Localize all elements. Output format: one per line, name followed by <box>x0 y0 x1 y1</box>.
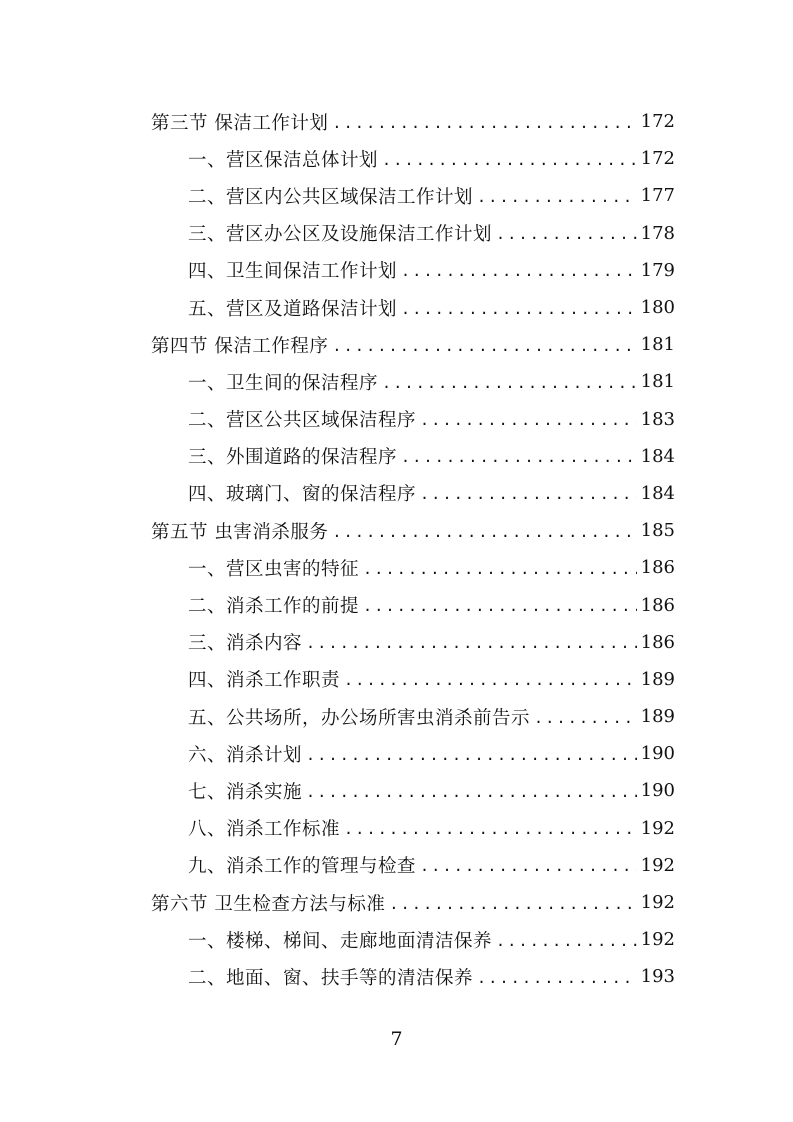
toc-dot-leader <box>332 523 636 541</box>
toc-dot-leader <box>344 671 637 689</box>
toc-entry-page-number: 186 <box>640 594 675 616</box>
toc-entry-title: 五、公共场所，办公场所害虫消杀前告示 <box>188 707 531 729</box>
toc-dot-leader <box>306 634 637 652</box>
toc-dot-leader <box>363 560 637 578</box>
toc-dot-leader <box>389 895 636 913</box>
toc-subsection-entry[interactable] <box>151 215 675 252</box>
toc-entry-title: 二、营区公共区域保洁程序 <box>188 410 417 432</box>
toc-dot-leader <box>496 932 637 950</box>
toc-entry-title: 一、卫生间的保洁程序 <box>188 372 379 394</box>
toc-entry-title: 五、营区及道路保洁计划 <box>188 298 398 320</box>
table-of-contents <box>151 103 675 996</box>
toc-dot-leader <box>382 151 637 169</box>
toc-entry-title: 二、营区内公共区域保洁工作计划 <box>188 186 474 208</box>
toc-dot-leader <box>401 262 637 280</box>
toc-subsection-entry[interactable] <box>151 958 675 995</box>
toc-entry-page-number: 186 <box>640 557 675 579</box>
toc-dot-leader <box>496 225 637 243</box>
toc-entry-page-number: 192 <box>640 892 675 914</box>
toc-entry-title: 八、消杀工作标准 <box>188 819 341 841</box>
toc-entry-page-number: 193 <box>640 966 675 988</box>
toc-entry-page-number: 190 <box>640 743 675 765</box>
toc-entry-title: 二、消杀工作的前提 <box>188 596 360 618</box>
toc-entry-page-number: 192 <box>640 854 675 876</box>
toc-entry-page-number: 172 <box>640 148 675 170</box>
toc-section-entry[interactable] <box>151 103 675 140</box>
toc-dot-leader <box>401 300 637 318</box>
toc-dot-leader <box>332 337 636 355</box>
toc-entry-page-number: 172 <box>640 111 675 133</box>
toc-dot-leader <box>534 709 637 727</box>
toc-section-entry[interactable] <box>151 512 675 549</box>
toc-subsection-entry[interactable] <box>151 140 675 177</box>
toc-entry-title: 二、地面、窗、扶手等的清洁保养 <box>188 967 474 989</box>
toc-subsection-entry[interactable] <box>151 289 675 326</box>
toc-subsection-entry[interactable] <box>151 401 675 438</box>
toc-dot-leader <box>420 485 637 503</box>
toc-subsection-entry[interactable] <box>151 698 675 735</box>
toc-subsection-entry[interactable] <box>151 363 675 400</box>
toc-entry-title: 四、消杀工作职责 <box>188 670 341 692</box>
toc-entry-page-number: 179 <box>640 259 675 281</box>
toc-entry-title: 第六节 卫生检查方法与标准 <box>151 893 386 915</box>
toc-subsection-entry[interactable] <box>151 586 675 623</box>
toc-entry-page-number: 190 <box>640 780 675 802</box>
toc-entry-title: 三、营区办公区及设施保洁工作计划 <box>188 224 493 246</box>
toc-entry-page-number: 181 <box>640 371 675 393</box>
toc-entry-title: 四、玻璃门、窗的保洁程序 <box>188 484 417 506</box>
toc-entry-title: 六、消杀计划 <box>188 744 303 766</box>
toc-subsection-entry[interactable] <box>151 772 675 809</box>
toc-dot-leader <box>306 783 637 801</box>
toc-entry-page-number: 189 <box>640 706 675 728</box>
toc-subsection-entry[interactable] <box>151 438 675 475</box>
toc-dot-leader <box>306 746 637 764</box>
toc-entry-title: 七、消杀实施 <box>188 781 303 803</box>
toc-entry-page-number: 178 <box>640 222 675 244</box>
toc-entry-page-number: 181 <box>640 334 675 356</box>
toc-entry-page-number: 192 <box>640 817 675 839</box>
toc-entry-title: 第五节 虫害消杀服务 <box>151 521 329 543</box>
toc-entry-title: 一、营区保洁总体计划 <box>188 149 379 171</box>
toc-section-entry[interactable] <box>151 326 675 363</box>
toc-entry-page-number: 177 <box>640 185 675 207</box>
toc-dot-leader <box>382 374 637 392</box>
toc-entry-title: 三、消杀内容 <box>188 633 303 655</box>
toc-entry-title: 四、卫生间保洁工作计划 <box>188 261 398 283</box>
toc-entry-title: 第三节 保洁工作计划 <box>151 112 329 134</box>
toc-dot-leader <box>363 597 637 615</box>
toc-entry-page-number: 189 <box>640 668 675 690</box>
page-number: 7 <box>390 1028 403 1050</box>
toc-entry-title: 三、外围道路的保洁程序 <box>188 447 398 469</box>
toc-subsection-entry[interactable] <box>151 810 675 847</box>
toc-entry-title: 九、消杀工作的管理与检查 <box>188 856 417 878</box>
toc-subsection-entry[interactable] <box>151 847 675 884</box>
toc-entry-title: 第四节 保洁工作程序 <box>151 335 329 357</box>
toc-dot-leader <box>344 820 637 838</box>
toc-entry-page-number: 184 <box>640 482 675 504</box>
toc-entry-page-number: 186 <box>640 631 675 653</box>
toc-dot-leader <box>420 411 637 429</box>
toc-subsection-entry[interactable] <box>151 624 675 661</box>
toc-entry-title: 一、楼梯、梯间、走廊地面清洁保养 <box>188 930 493 952</box>
toc-dot-leader <box>477 969 637 987</box>
toc-entry-page-number: 184 <box>640 445 675 467</box>
toc-entry-page-number: 183 <box>640 408 675 430</box>
toc-entry-page-number: 192 <box>640 929 675 951</box>
toc-subsection-entry[interactable] <box>151 661 675 698</box>
toc-entry-page-number: 185 <box>640 520 675 542</box>
toc-dot-leader <box>332 114 636 132</box>
toc-subsection-entry[interactable] <box>151 475 675 512</box>
toc-subsection-entry[interactable] <box>151 177 675 214</box>
toc-entry-page-number: 180 <box>640 297 675 319</box>
toc-entry-title: 一、营区虫害的特征 <box>188 558 360 580</box>
toc-subsection-entry[interactable] <box>151 921 675 958</box>
toc-subsection-entry[interactable] <box>151 549 675 586</box>
toc-dot-leader <box>401 448 637 466</box>
toc-dot-leader <box>477 188 637 206</box>
toc-subsection-entry[interactable] <box>151 252 675 289</box>
toc-subsection-entry[interactable] <box>151 735 675 772</box>
toc-section-entry[interactable] <box>151 884 675 921</box>
toc-dot-leader <box>420 857 637 875</box>
